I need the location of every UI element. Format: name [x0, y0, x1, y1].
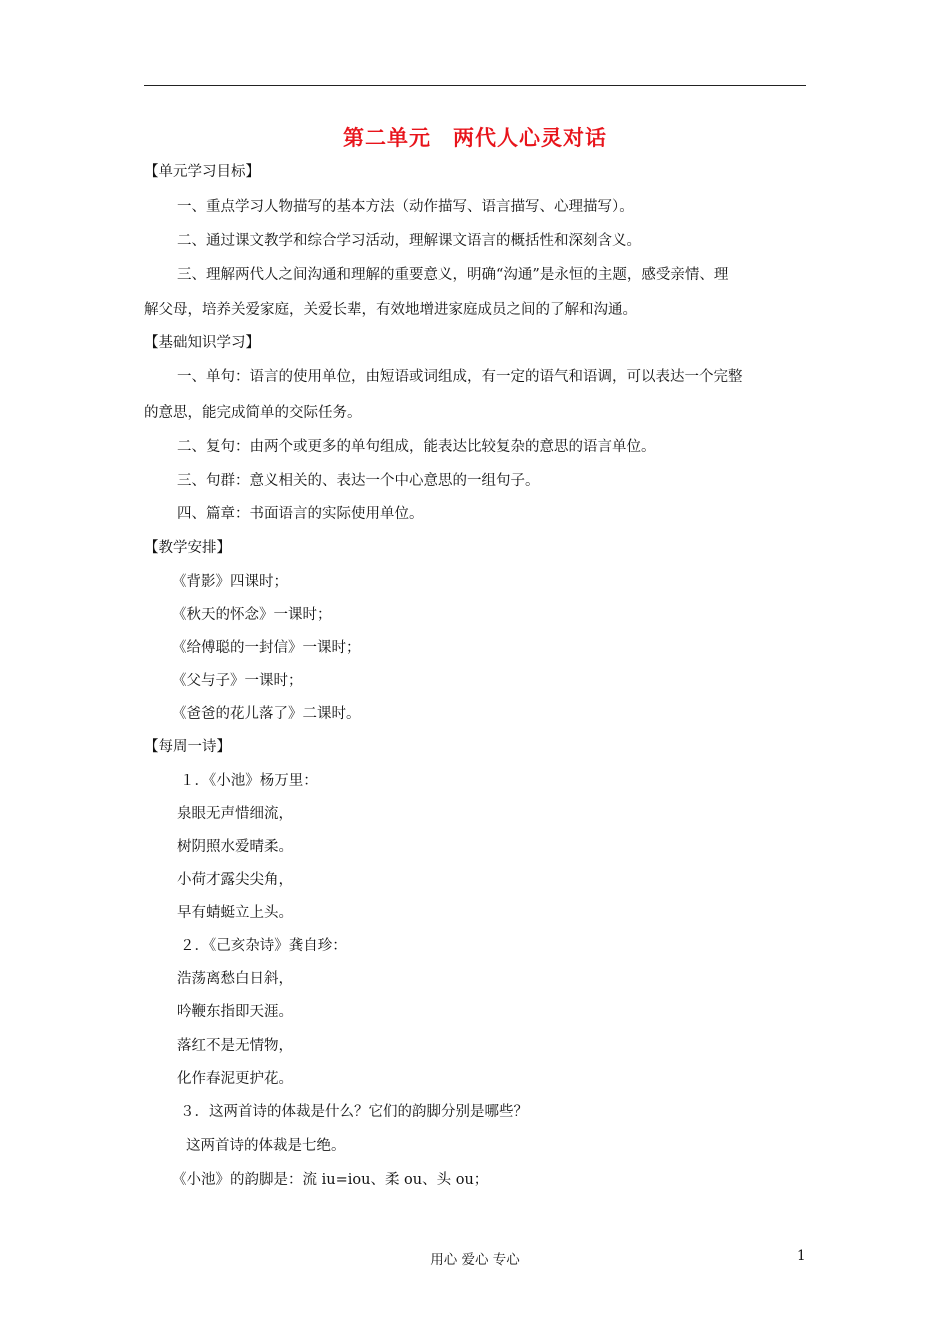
poem-1-line-4: 早有蜻蜓立上头。: [177, 905, 293, 921]
poem-1-line-2: 树阴照水爱晴柔。: [177, 839, 293, 855]
poem-2-title: ２．《己亥杂诗》龚自珍：: [180, 938, 347, 954]
basic-4: 四、篇章：书面语言的实际使用单位。: [177, 506, 424, 522]
plan-item-4: 《父与子》一课时；: [172, 673, 303, 689]
basic-2: 二、复句：由两个或更多的单句组成，能表达比较复杂的意思的语言单位。: [177, 439, 656, 455]
goal-1: 一、重点学习人物描写的基本方法（动作描写、语言描写、心理描写）。: [177, 199, 634, 215]
header-rule: [144, 85, 806, 86]
section-header-goals: 【单元学习目标】: [144, 164, 260, 180]
goal-3a: 三、理解两代人之间沟通和理解的重要意义，明确“沟通”是永恒的主题，感受亲情、理: [177, 267, 729, 283]
poem-2-line-3: 落红不是无情物，: [177, 1038, 293, 1054]
basic-1a: 一、单句：语言的使用单位，由短语或词组成，有一定的语气和语调，可以表达一个完整: [177, 369, 743, 385]
question-3: ３．这两首诗的体裁是什么？它们的韵脚分别是哪些？: [180, 1104, 528, 1120]
goal-2: 二、通过课文教学和综合学习活动，理解课文语言的概括性和深刻含义。: [177, 233, 641, 249]
poem-2-line-1: 浩荡离愁白日斜，: [177, 971, 293, 987]
section-header-poem: 【每周一诗】: [144, 739, 231, 755]
plan-item-5: 《爸爸的花儿落了》二课时。: [172, 706, 361, 722]
footer-text: 用心 爱心 专心: [430, 1252, 520, 1268]
poem-1-line-3: 小荷才露尖尖角，: [177, 872, 293, 888]
poem-1-title: １．《小池》杨万里：: [180, 773, 318, 789]
answer-3-rhyme: 《小池》的韵脚是：流 iu=iou、柔 ou、头 ou；: [172, 1172, 489, 1188]
poem-2-line-4: 化作春泥更护花。: [177, 1071, 293, 1087]
answer-3: 这两首诗的体裁是七绝。: [186, 1138, 346, 1154]
plan-item-1: 《背影》四课时；: [172, 574, 288, 590]
basic-1b: 的意思，能完成简单的交际任务。: [144, 405, 362, 421]
plan-item-2: 《秋天的怀念》一课时；: [172, 607, 332, 623]
title-left: 第二单元: [343, 125, 431, 150]
page-number: 1: [797, 1248, 806, 1264]
basic-3: 三、句群：意义相关的、表达一个中心意思的一组句子。: [177, 473, 540, 489]
section-header-basics: 【基础知识学习】: [144, 335, 260, 351]
plan-item-3: 《给傅聪的一封信》一课时；: [172, 640, 361, 656]
poem-2-line-2: 吟鞭东指即天涯。: [177, 1004, 293, 1020]
title-right: 两代人心灵对话: [453, 125, 607, 150]
goal-3b: 解父母，培养关爱家庭，关爱长辈，有效地增进家庭成员之间的了解和沟通。: [144, 302, 637, 318]
poem-1-line-1: 泉眼无声惜细流，: [177, 806, 293, 822]
page-title: [0, 122, 950, 152]
section-header-plan: 【教学安排】: [144, 540, 231, 556]
